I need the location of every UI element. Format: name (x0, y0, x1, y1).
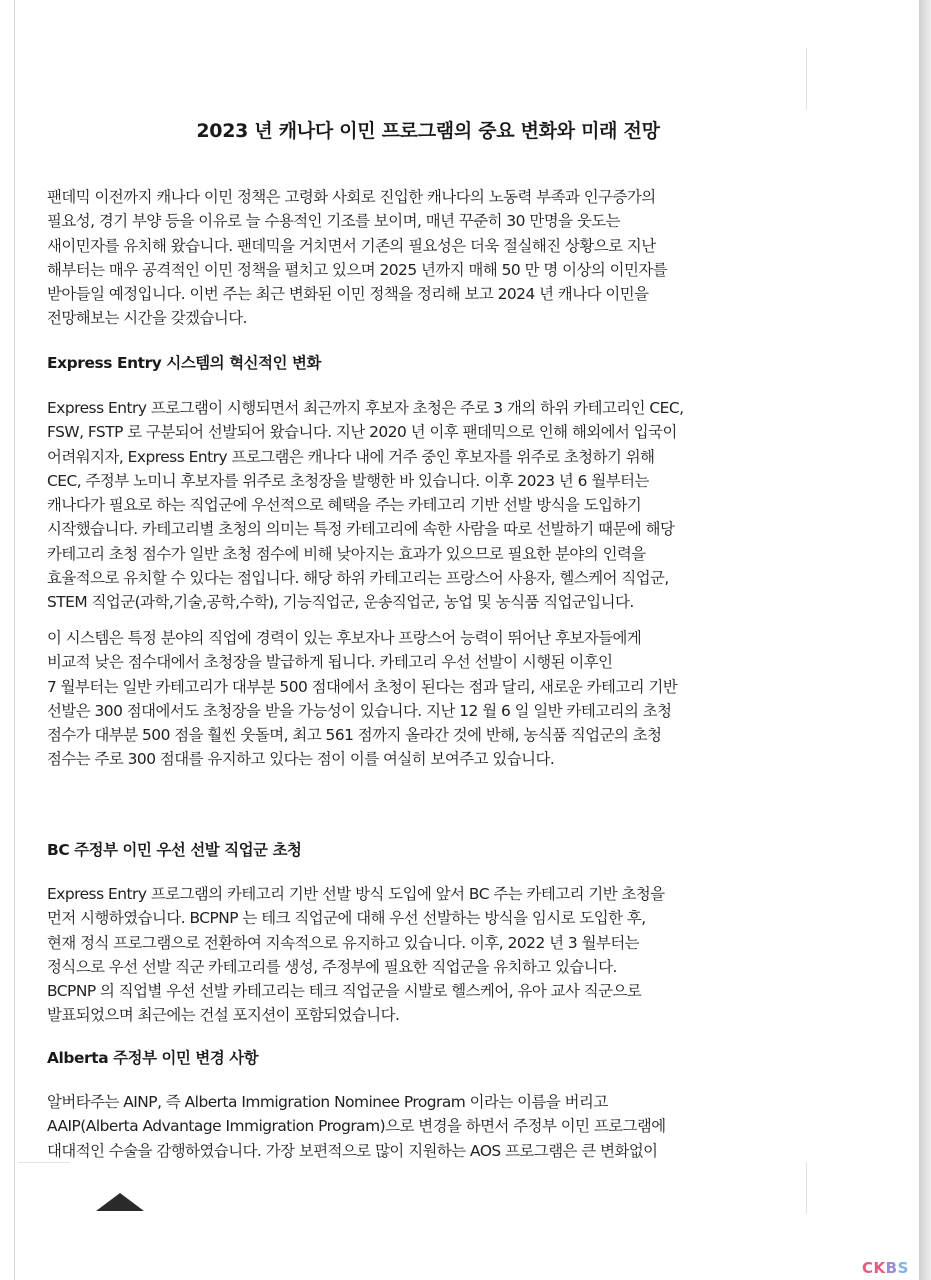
scroll-up-icon[interactable] (96, 1193, 144, 1211)
page-edge-left (14, 0, 15, 1280)
section-heading-express-entry: Express Entry 시스템의 혁신적인 변화 (47, 354, 321, 372)
section-heading-alberta: Alberta 주정부 이민 변경 사항 (47, 1049, 259, 1067)
crop-mark-bottom-right (806, 1162, 807, 1214)
page-edge-right (919, 0, 931, 1280)
express-entry-paragraph-2: 이 시스템은 특정 분야의 직업에 경력이 있는 후보자나 프랑스어 능력이 뛰어난 후보자들에게 비교적 낮은 점수대에서 초청장을 발급하게 됩니다. 카테고리 우선 선발이 시행된 이후인 7 월부터는 일반 카테고리가 대부분 500 점대에서 초청이 된다는 점과 달리, 새로운 카테고리 기반 선발은 300 점대에서도 초청장을 받을 가능성이 있습니다. 지난 12 월 6 일 일반 카테고리의 초청 점수가 대부분 500 점을 훨씬 웃돌며, 최고 561 점까지 올라간 것에 반해, 농식품 직업군의 초청 점수는 주로 300 점대를 유지하고 있다는 점이 이를 여실히 보여주고 있습니다. (47, 629, 678, 769)
ckbs-watermark: CKBS (862, 1259, 909, 1277)
section-heading-bc-pnp: BC 주정부 이민 우선 선발 직업군 초청 (47, 841, 302, 859)
express-entry-paragraph-1: Express Entry 프로그램이 시행되면서 최근까지 후보자 초청은 주로 3 개의 하위 카테고리인 CEC, FSW, FSTP 로 구분되어 선발되어 왔습니다. 지난 2020 년 이후 팬데믹으로 인해 해외에서 입국이 어려워지자, Express Entry 프로그램은 캐나다 내에 거주 중인 후보자를 위주로 초청하기 위해 CEC, 주정부 노미니 후보자를 위주로 초청장을 발행한 바 있습니다. 이후 2023 년 6 월부터는 캐나다가 필요로 하는 직업군에 우선적으로 혜택을 주는 카테고리 기반 선발 방식을 도입하기 시작했습니다. 카테고리별 초청의 의미는 특정 카테고리에 속한 사람을 따로 선발하기 때문에 해당 카테고리 초청 점수가 일반 초청 점수에 비해 낮아지는 효과가 있으므로 필요한 분야의 인력을 효율적으로 유치할 수 있다는 점입니다. 해당 하위 카테고리는 프랑스어 사용자, 헬스케어 직업군, STEM 직업군(과학,기술,공학,수학), 기능직업군, 운송직업군, 농업 및 농식품 직업군입니다. (47, 399, 684, 612)
crop-mark-top-right (806, 48, 807, 110)
alberta-paragraph: 알버타주는 AINP, 즉 Alberta Immigration Nominee Program 이라는 이름을 버리고 AAIP(Alberta Advantage Immigration Program)으로 변경을 하면서 주정부 이민 프로그램에 대대적인 수술을 감행하였습니다. 가장 보편적으로 많이 지원하는 AOS 프로그램은 큰 변화없이 (47, 1093, 666, 1160)
bc-pnp-paragraph: Express Entry 프로그램의 카테고리 기반 선발 방식 도입에 앞서 BC 주는 카테고리 기반 초청을 먼저 시행하였습니다. BCPNP 는 테크 직업군에 대해 우선 선발하는 방식을 임시로 도입한 후, 현재 정식 프로그램으로 전환하여 지속적으로 유지하고 있습니다. 이후, 2022 년 3 월부터는 정식으로 우선 선발 직군 카테고리를 생성, 주정부에 필요한 직업군을 유치하고 있습니다. BCPNP 의 직업별 우선 선발 카테고리는 테크 직업군을 시발로 헬스케어, 유아 교사 직군으로 발표되었으며 최근에는 건설 포지션이 포함되었습니다. (47, 885, 665, 1025)
intro-paragraph: 팬데믹 이전까지 캐나다 이민 정책은 고령화 사회로 진입한 캐나다의 노동력 부족과 인구증가의 필요성, 경기 부양 등을 이유로 늘 수용적인 기조를 보이며, 매년 꾸준히 30 만명을 웃도는 새이민자를 유치해 왔습니다. 팬데믹을 거치면서 기존의 필요성은 더욱 절실해진 상황으로 지난 해부터는 매우 공격적인 이민 정책을 펼치고 있으며 2025 년까지 매해 50 만 명 이상의 이민자를 받아들일 예정입니다. 이번 주는 최근 변화된 이민 정책을 정리해 보고 2024 년 캐나다 이민을 전망해보는 시간을 갖겠습니다. (47, 188, 668, 328)
document-title: 2023 년 캐나다 이민 프로그램의 중요 변화와 미래 전망 (196, 120, 660, 142)
